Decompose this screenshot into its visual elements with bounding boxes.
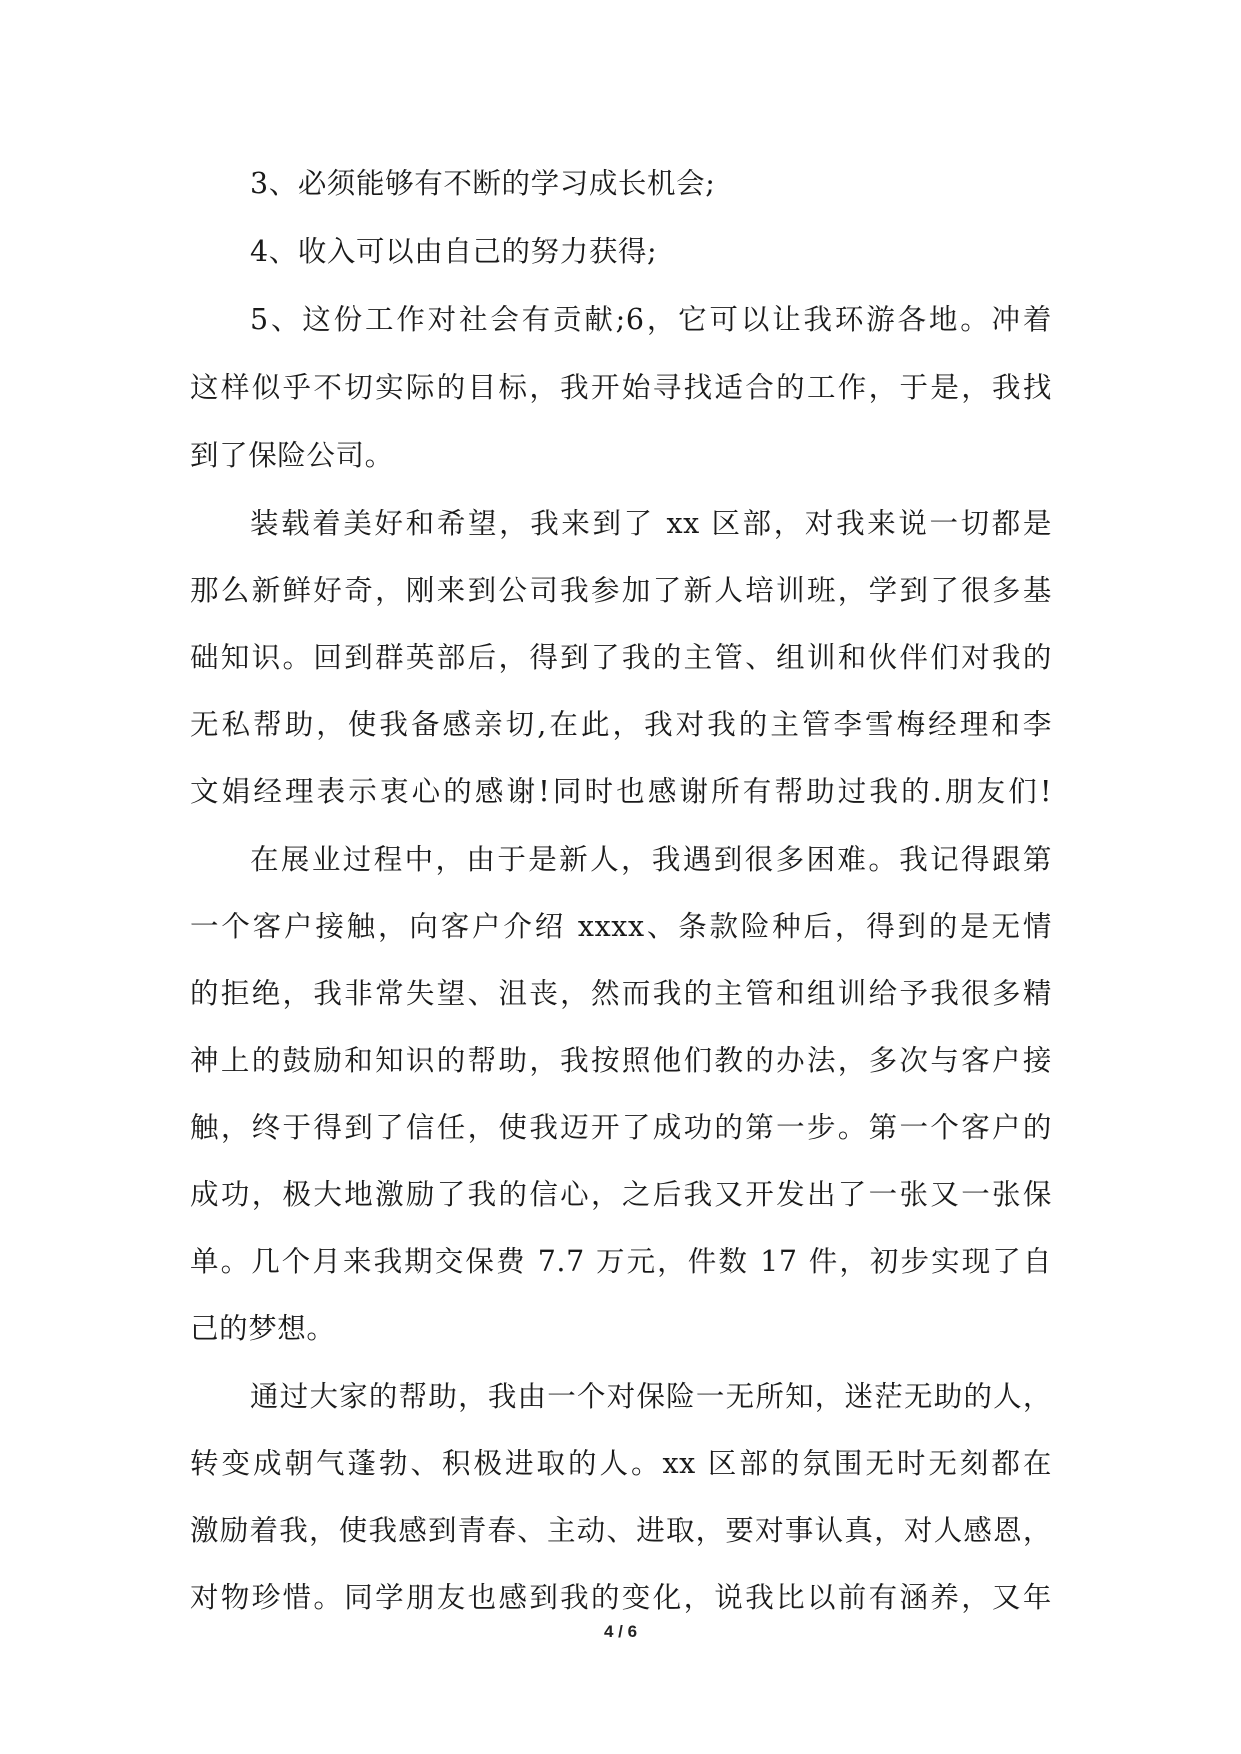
text-line: 神上的鼓励和知识的帮助，我按照他们教的办法，多次与客户接 xyxy=(190,1044,1052,1077)
text-line: 装载着美好和希望，我来到了 xx 区部，对我来说一切都是 xyxy=(250,507,1052,540)
text-line: 5、这份工作对社会有贡献;6，它可以让我环游各地。冲着 xyxy=(250,303,1052,336)
page-number: 4 / 6 xyxy=(603,1622,638,1641)
text-line: 础知识。回到群英部后，得到了我的主管、组训和伙伴们对我的 xyxy=(190,641,1052,674)
text-line: 单。几个月来我期交保费 7.7 万元，件数 17 件，初步实现了自 xyxy=(190,1245,1052,1278)
text-line: 通过大家的帮助，我由一个对保险一无所知，迷茫无助的人， xyxy=(250,1380,1052,1413)
text-line: 那么新鲜好奇，刚来到公司我参加了新人培训班，学到了很多基 xyxy=(190,574,1052,607)
text-line: 无私帮助，使我备感亲切,在此，我对我的主管李雪梅经理和李 xyxy=(190,708,1052,741)
text-line: 4、收入可以由自己的努力获得; xyxy=(250,235,658,268)
text-line: 己的梦想。 xyxy=(190,1312,336,1345)
text-line: 到了保险公司。 xyxy=(190,439,394,472)
text-line: 成功，极大地激励了我的信心，之后我又开发出了一张又一张保 xyxy=(190,1178,1052,1211)
text-line: 这样似乎不切实际的目标，我开始寻找适合的工作，于是，我找 xyxy=(190,371,1052,404)
text-line: 对物珍惜。同学朋友也感到我的变化，说我比以前有涵养，又年 xyxy=(190,1581,1052,1614)
text-line: 文娟经理表示衷心的感谢!同时也感谢所有帮助过我的.朋友们! xyxy=(190,775,1052,808)
text-line: 的拒绝，我非常失望、沮丧，然而我的主管和组训给予我很多精 xyxy=(190,977,1052,1010)
text-line: 3、必须能够有不断的学习成长机会; xyxy=(250,167,716,200)
text-line: 一个客户接触，向客户介绍 xxxx、条款险种后，得到的是无情 xyxy=(190,910,1052,943)
text-line: 在展业过程中，由于是新人，我遇到很多困难。我记得跟第 xyxy=(250,843,1052,876)
text-line: 触，终于得到了信任，使我迈开了成功的第一步。第一个客户的 xyxy=(190,1111,1052,1144)
text-line: 转变成朝气蓬勃、积极进取的人。xx 区部的氛围无时无刻都在 xyxy=(190,1447,1052,1480)
text-line: 激励着我，使我感到青春、主动、进取，要对事认真，对人感恩， xyxy=(190,1514,1052,1547)
